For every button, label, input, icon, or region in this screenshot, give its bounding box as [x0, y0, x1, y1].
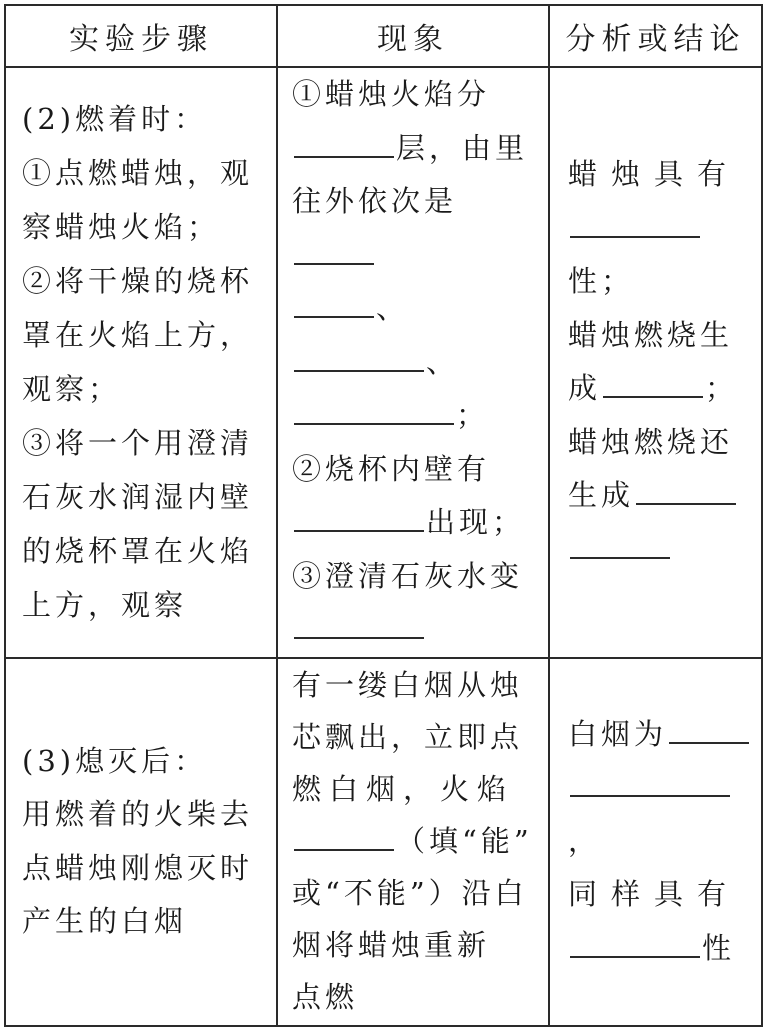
- step-line: 点蜡烛刚熄灭时: [22, 850, 254, 885]
- conclusion-line: 成 ；: [568, 362, 751, 416]
- cell-phenomena-extinguished: [277, 658, 549, 1026]
- table-row-extinguished: [5, 658, 762, 1026]
- phenomenon-line: 燃白烟，火焰: [292, 771, 515, 806]
- step-line: ③将一个用澄清: [22, 426, 254, 461]
- header-conclusion: 分析或结论: [549, 5, 762, 67]
- phenomenon-line: [292, 603, 538, 657]
- phenomenon-line: 、、: [292, 282, 538, 389]
- answer-blank[interactable]: [669, 712, 749, 744]
- phenomenon-line: 点燃: [292, 979, 359, 1014]
- header-phenomena: 现象: [277, 5, 549, 67]
- experiment-table: [4, 4, 763, 1027]
- cell-phenomena-burning: [277, 67, 549, 658]
- conclusion-line: 生成: [568, 469, 751, 523]
- conclusion-line: 蜡烛燃烧还: [568, 424, 734, 459]
- answer-blank[interactable]: [570, 527, 670, 559]
- answer-blank[interactable]: [294, 500, 424, 532]
- step-line: (3)熄灭后：: [22, 743, 208, 778]
- step-line: 用燃着的火柴去: [22, 797, 254, 831]
- step-line: ①点燃蜡烛，观: [22, 156, 254, 191]
- phenomenon-line: 芯飘出，立即点: [292, 719, 524, 754]
- step-line: 石灰水润湿内壁: [22, 480, 254, 515]
- conclusion-line: [568, 523, 751, 577]
- step-line: ②将干燥的烧杯: [22, 264, 254, 299]
- answer-blank[interactable]: [570, 206, 700, 238]
- step-line: 上方，观察: [22, 588, 188, 623]
- cell-steps-burning: [5, 67, 277, 658]
- phenomenon-line: 往外依次是: [292, 175, 538, 282]
- answer-blank[interactable]: [294, 393, 454, 425]
- step-line: 罩在火焰上方，: [22, 318, 254, 353]
- phenomenon-line: ②烧杯内壁有: [292, 451, 491, 486]
- conclusion-line: 性；: [568, 202, 751, 309]
- answer-blank[interactable]: [570, 926, 700, 958]
- answer-blank[interactable]: [294, 819, 394, 851]
- phenomenon-line: 烟将蜡烛重新: [292, 927, 491, 962]
- cell-steps-extinguished: [5, 658, 277, 1026]
- step-line: 察蜡烛火焰；: [22, 210, 221, 245]
- phenomenon-line: ③澄清石灰水变: [292, 558, 524, 593]
- phenomenon-line: 层，由里: [292, 122, 538, 176]
- cell-conclusion-extinguished: [549, 658, 762, 1026]
- conclusion-line: 蜡烛燃烧生: [568, 317, 734, 352]
- conclusion-line: 白烟为: [568, 708, 751, 762]
- phenomenon-line: （填“能”: [292, 815, 538, 867]
- conclusion-line: 蜡烛具有: [568, 157, 741, 192]
- answer-blank[interactable]: [294, 286, 374, 318]
- header-row: [5, 5, 762, 67]
- step-line: 产生的白烟: [22, 904, 188, 938]
- step-line: 的烧杯罩在火焰: [22, 534, 254, 569]
- conclusion-line: 同样具有: [568, 877, 741, 912]
- answer-blank[interactable]: [294, 340, 424, 372]
- header-steps: 实验步骤: [5, 5, 277, 67]
- conclusion-line: 性: [568, 922, 751, 976]
- answer-blank[interactable]: [603, 366, 703, 398]
- phenomenon-line: 或“不能”）沿白: [292, 875, 528, 910]
- table-row-burning: [5, 67, 762, 658]
- phenomenon-line: ①蜡烛火焰分: [292, 77, 491, 111]
- answer-blank[interactable]: [294, 126, 394, 158]
- phenomenon-line: 有一缕白烟从烛: [292, 667, 524, 702]
- answer-blank[interactable]: [636, 473, 736, 505]
- answer-blank[interactable]: [294, 607, 424, 639]
- step-line: 观察；: [22, 372, 122, 407]
- cell-conclusion-burning: [549, 67, 762, 658]
- answer-blank[interactable]: [294, 233, 374, 265]
- step-line: (2)燃着时：: [22, 102, 208, 137]
- conclusion-line: ，: [568, 761, 751, 868]
- answer-blank[interactable]: [570, 765, 730, 797]
- phenomenon-line: ；: [292, 389, 538, 443]
- phenomenon-line: 出现；: [292, 496, 538, 550]
